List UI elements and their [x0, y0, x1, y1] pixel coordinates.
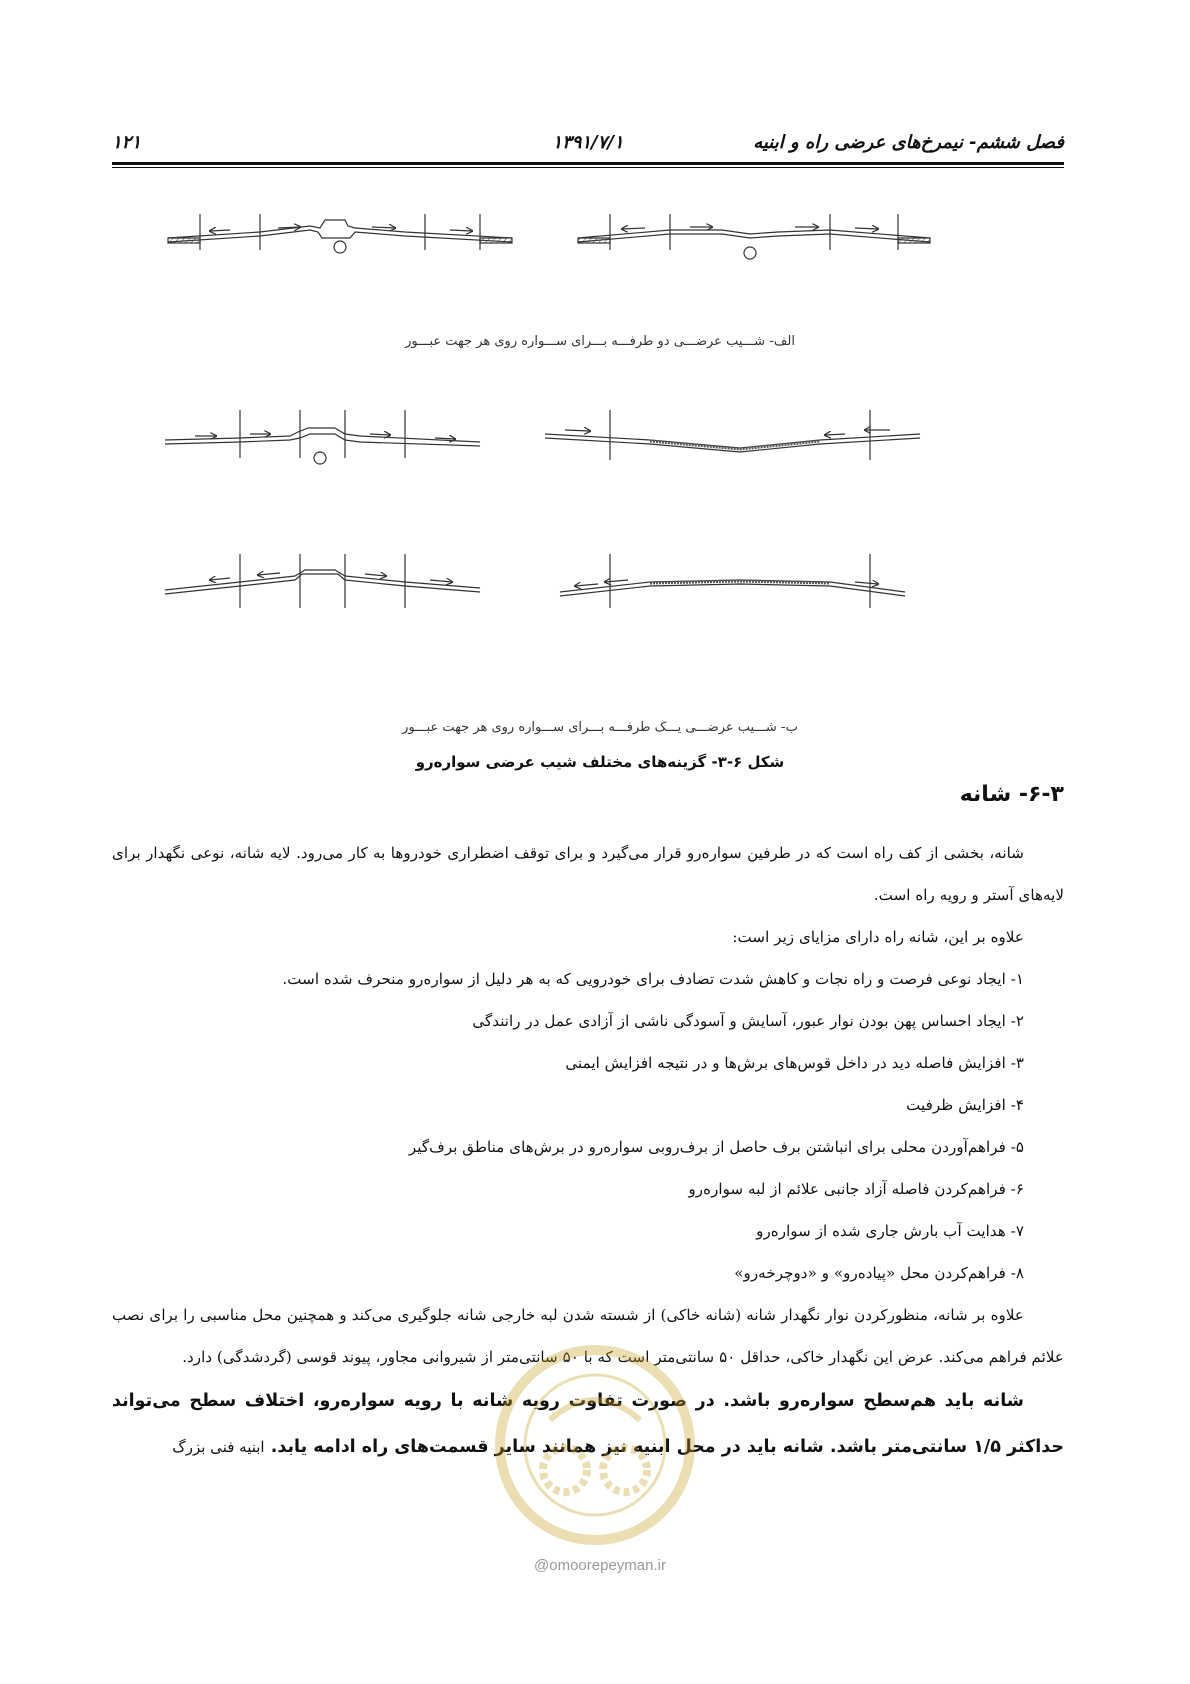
figure-title: شکل ۶-۳- گزینه‌های مختلف شیب عرضی سواره‌رو: [415, 753, 785, 771]
paragraph-definition: شانه، بخشی از کف راه است که در طرفین سواره‌رو قرار می‌گیرد و برای توقف اضطراری خودروها به کار می‌رود. لایه شانه، نوعی نگهدار برای لایه‌های آستر و رویه راه است.: [112, 844, 1064, 904]
cross-slope-figure: [150, 210, 1030, 720]
header-rule-thin: [112, 167, 1064, 168]
header-rule-thick: [112, 162, 1064, 165]
diagram-one-way-depressed-median: [545, 410, 920, 460]
diagram-one-way-depressed-median-2: [560, 554, 905, 608]
list-item: ۸- فراهم‌کردن محل «پیاده‌رو» و «دوچرخه‌رو»: [734, 1264, 1024, 1282]
watermark-url: @omoorepeyman.ir: [534, 1557, 666, 1574]
list-item: ۴- افزایش ظرفیت: [906, 1096, 1024, 1114]
bold-requirement-text: شانه باید هم‌سطح سواره‌رو باشد. در صورت تفاوت رویه شانه با رویه سواره‌رو، اختلاف سطح می‌تواند حداکثر ۱/۵ سانتی‌متر باشد. شانه باید در محل ابنیه نیز همانند سایر قسمت‌های راه ادامه یابد.: [112, 1391, 1064, 1457]
continuation-text: ابنیه فنی بزرگ: [172, 1438, 265, 1456]
figure-caption-b: ب- شـــیب عرضـــی یـــک طرفـــه بـــرای ســـواره روی هر جهت عبـــور: [402, 720, 798, 735]
section-heading: ۶-۳- شانه: [959, 782, 1064, 807]
running-header: [112, 128, 1064, 158]
list-item: ۶- فراهم‌کردن فاصله آزاد جانبی علائم از لبه سواره‌رو: [688, 1180, 1024, 1198]
list-item: ۳- افزایش فاصله دید در داخل قوس‌های برش‌ها و در نتیجه افزایش ایمنی: [565, 1054, 1024, 1072]
diagram-one-way-raised-median: [165, 554, 480, 608]
paragraph-shoulder-retainer: علاوه بر شانه، منظورکردن نوار نگهدار شانه (شانه خاکی) از شسته شدن لبه خارجی شانه جلوگیری می‌کند و همچنین محل مناسبی را برای نصب علائم فراهم می‌کند. عرض این نگهدار خاکی، حداقل ۵۰ سانتی‌متر است که با ۵۰ سانتی‌متر از شیروانی مجاور، پیوند قوسی (گردشدگی) دارد.: [112, 1306, 1064, 1366]
figure-caption-a: الف- شـــیب عرضـــی دو طرفـــه بـــرای ســـواره روی هر جهت عبـــور: [405, 334, 795, 349]
list-item: ۲- ایجاد احساس پهن بودن نوار عبور، آسایش و آسودگی ناشی از آزادی عمل در رانندگی: [472, 1012, 1024, 1030]
list-item: ۷- هدایت آب بارش جاری شده از سواره‌رو: [756, 1222, 1024, 1240]
paragraph-intro-list: علاوه بر این، شانه راه دارای مزایای زیر است:: [732, 928, 1024, 946]
diagram-one-way-median-drain: [165, 410, 480, 464]
chapter-title: فصل ششم- نیمرخ‌های عرضی راه و ابنیه: [753, 132, 1064, 153]
list-item: ۱- ایجاد نوعی فرصت و راه نجات و کاهش شدت تصادف برای خودرویی که به هر دلیل از سواره‌رو منحرف شده است.: [282, 970, 1024, 988]
header-date: ۱۳۹۱/۷/۱: [552, 132, 624, 153]
diagram-two-way-depressed-median: [578, 214, 930, 259]
diagram-two-way-median-drain: [168, 214, 512, 253]
page-number: ۱۲۱: [112, 132, 142, 153]
watermark-logo: [470, 1330, 720, 1560]
list-item: ۵- فراهم‌آوردن محلی برای انباشتن برف حاصل از برف‌روبی سواره‌رو در برش‌های مناطق برف‌گیر: [408, 1138, 1024, 1156]
